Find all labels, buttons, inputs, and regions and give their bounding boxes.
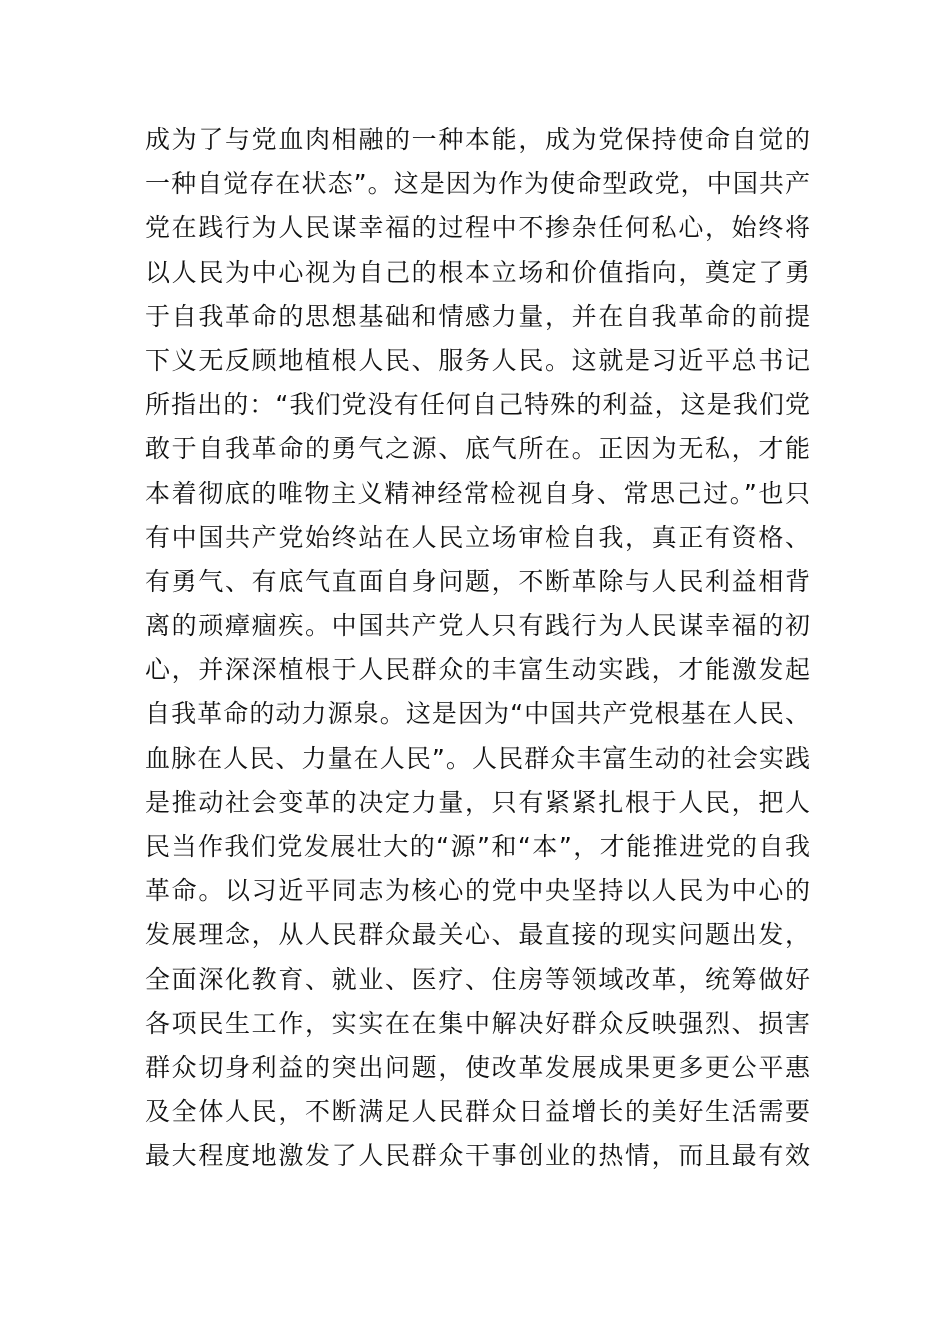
- text-line-10: 有中国共产党始终站在人民立场审检自我，真正有资格、: [145, 522, 810, 552]
- text-line-1: 成为了与党血肉相融的一种本能，成为党保持使命自觉的: [145, 125, 810, 154]
- text-line-20: 全面深化教育、就业、医疗、住房等领域改革，统筹做好: [145, 964, 810, 994]
- text-line-15: 血脉在人民、力量在人民”。人民群众丰富生动的社会实践: [145, 743, 810, 773]
- text-line-8: 敢于自我革命的勇气之源、底气所在。正因为无私，才能: [145, 434, 810, 464]
- text-line-14: 自我革命的动力源泉。这是因为“中国共产党根基在人民、: [145, 699, 810, 729]
- text-line-22: 群众切身利益的突出问题，使改革发展成果更多更公平惠: [145, 1052, 810, 1082]
- text-line-12: 离的顽瘴痼疾。中国共产党人只有践行为人民谋幸福的初: [145, 611, 810, 641]
- text-line-9: 本着彻底的唯物主义精神经常检视自身、常思己过。”也只: [145, 478, 810, 508]
- text-line-2: 一种自觉存在状态”。这是因为作为使命型政党，中国共产: [145, 169, 810, 199]
- text-line-4: 以人民为中心视为自己的根本立场和价值指向，奠定了勇: [145, 257, 810, 287]
- text-line-16: 是推动社会变革的决定力量，只有紧紧扎根于人民，把人: [145, 787, 810, 817]
- text-line-18: 革命。以习近平同志为核心的党中央坚持以人民为中心的: [145, 876, 810, 906]
- text-line-3: 党在践行为人民谋幸福的过程中不掺杂任何私心，始终将: [145, 213, 810, 243]
- body-paragraph: [145, 118, 810, 1179]
- text-line-5: 于自我革命的思想基础和情感力量，并在自我革命的前提: [145, 301, 810, 331]
- text-line-19: 发展理念，从人民群众最关心、最直接的现实问题出发，: [145, 920, 810, 950]
- text-line-7: 所指出的：“我们党没有任何自己特殊的利益，这是我们党: [145, 390, 810, 420]
- text-line-17: 民当作我们党发展壮大的“源”和“本”，才能推进党的自我: [145, 832, 810, 861]
- text-line-11: 有勇气、有底气直面自身问题，不断革除与人民利益相背: [145, 566, 810, 596]
- text-line-6: 下义无反顾地植根人民、服务人民。这就是习近平总书记: [145, 345, 810, 375]
- text-line-23: 及全体人民，不断满足人民群众日益增长的美好生活需要: [145, 1097, 810, 1127]
- text-line-21: 各项民生工作，实实在在集中解决好群众反映强烈、损害: [145, 1008, 810, 1038]
- text-line-24: 最大程度地激发了人民群众干事创业的热情，而且最有效: [145, 1141, 810, 1171]
- text-line-13: 心，并深深植根于人民群众的丰富生动实践，才能激发起: [145, 655, 810, 685]
